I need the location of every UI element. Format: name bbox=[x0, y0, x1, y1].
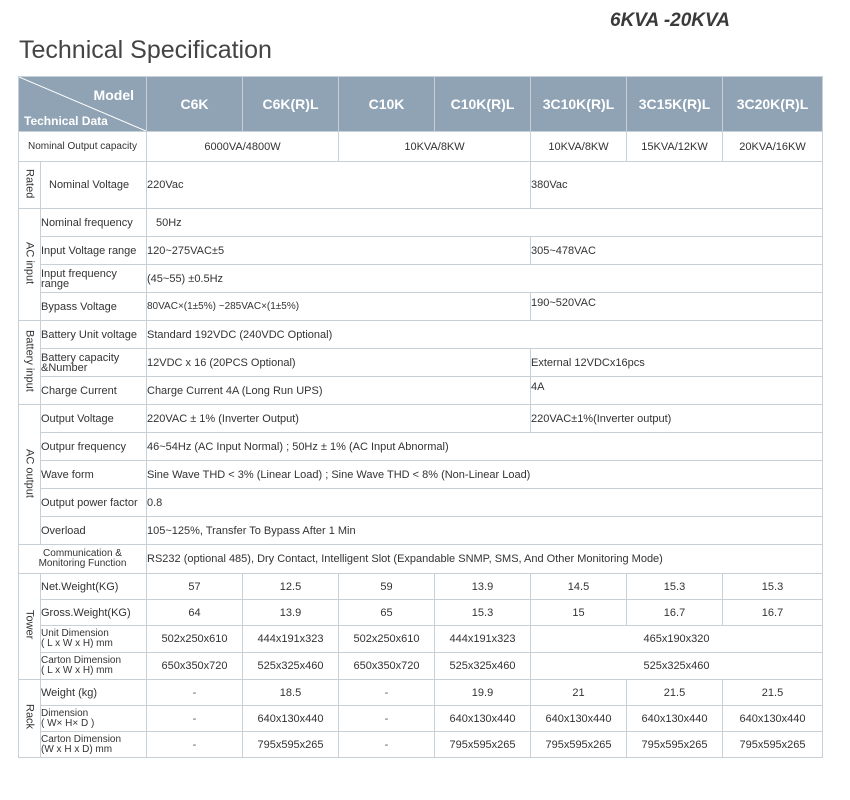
gross-weight-value: 16.7 bbox=[723, 600, 823, 626]
net-weight-value: 14.5 bbox=[531, 574, 627, 600]
table-row bbox=[19, 162, 823, 209]
net-weight-value: 12.5 bbox=[243, 574, 339, 600]
input-voltage-range-value: 120~275VAC±5 bbox=[147, 237, 531, 265]
model-3c15k-rl: 3C15K(R)L bbox=[627, 77, 723, 132]
output-power-factor-label: Output power factor bbox=[41, 489, 147, 517]
rack-dimension-value: - bbox=[147, 706, 243, 732]
gross-weight-value: 15.3 bbox=[435, 600, 531, 626]
rack-dimension-value: 640x130x440 bbox=[435, 706, 531, 732]
unit-dimension-label-line1: Unit Dimension bbox=[41, 628, 109, 639]
group-label-ac-input bbox=[19, 209, 41, 321]
rack-dimension-value: 640x130x440 bbox=[723, 706, 823, 732]
rack-carton-value: - bbox=[147, 732, 243, 758]
nominal-frequency-value: 50Hz bbox=[147, 209, 823, 237]
nominal-voltage-label: Nominal Voltage bbox=[41, 162, 147, 209]
model-c10k-rl: C10K(R)L bbox=[435, 77, 531, 132]
header-row bbox=[19, 77, 823, 132]
battery-unit-voltage-label: Battery Unit voltage bbox=[41, 321, 147, 349]
rack-weight-label: Weight (kg) bbox=[41, 680, 147, 706]
group-label-rack bbox=[19, 680, 41, 758]
net-weight-value: 59 bbox=[339, 574, 435, 600]
gross-weight-value: 65 bbox=[339, 600, 435, 626]
rack-dimension-value: - bbox=[339, 706, 435, 732]
group-label-text: Rack bbox=[23, 704, 36, 730]
rack-weight-value: 19.9 bbox=[435, 680, 531, 706]
rack-carton-label-line2: (W x H x D) mm bbox=[41, 743, 113, 755]
carton-dimension-value: 525x325x460 bbox=[243, 653, 339, 680]
table-row bbox=[19, 680, 823, 706]
bypass-voltage-value: 80VAC×(1±5%) ~285VAC×(1±5%) bbox=[147, 293, 531, 321]
rack-weight-value: - bbox=[339, 680, 435, 706]
model-c6k-rl: C6K(R)L bbox=[243, 77, 339, 132]
wave-form-label: Wave form bbox=[41, 461, 147, 489]
output-frequency-value: 46~54Hz (AC Input Normal) ; 50Hz ± 1% (AC Input Abnormal) bbox=[147, 433, 823, 461]
nominal-voltage-value: 220Vac bbox=[147, 162, 531, 209]
rack-carton-value: 795x595x265 bbox=[243, 732, 339, 758]
communication-value: RS232 (optional 485), Dry Contact, Intelligent Slot (Expandable SNMP, SMS, And Other Monitoring Mode) bbox=[147, 545, 823, 574]
group-label-tower bbox=[19, 574, 41, 680]
rack-carton-dimension-label bbox=[41, 732, 147, 758]
net-weight-value: 13.9 bbox=[435, 574, 531, 600]
page-title: Technical Specification bbox=[19, 36, 272, 64]
table-row bbox=[19, 265, 823, 293]
charge-current-value: Charge Current 4A (Long Run UPS) bbox=[147, 377, 531, 405]
net-weight-value: 15.3 bbox=[627, 574, 723, 600]
rack-dimension-value: 640x130x440 bbox=[243, 706, 339, 732]
rack-carton-value: 795x595x265 bbox=[723, 732, 823, 758]
model-header-label: Model bbox=[93, 87, 134, 103]
table-row bbox=[19, 237, 823, 265]
table-row bbox=[19, 600, 823, 626]
communication-label: Communication & Monitoring Function bbox=[19, 545, 147, 574]
nominal-output-value: 15KVA/12KW bbox=[627, 132, 723, 162]
table-row bbox=[19, 209, 823, 237]
unit-dimension-value: 465x190x320 bbox=[531, 626, 823, 653]
rack-carton-value: - bbox=[339, 732, 435, 758]
table-row bbox=[19, 489, 823, 517]
rack-weight-value: 21.5 bbox=[627, 680, 723, 706]
overload-label: Overload bbox=[41, 517, 147, 545]
unit-dimension-label-line2: ( L x W x H) mm bbox=[41, 638, 113, 649]
table-row bbox=[19, 349, 823, 377]
carton-dimension-label-line1: Carton Dimension bbox=[41, 655, 122, 666]
nominal-output-value: 10KVA/8KW bbox=[531, 132, 627, 162]
group-label-battery-input bbox=[19, 321, 41, 405]
carton-dimension-label-line2: ( L x W x H) mm bbox=[41, 665, 113, 676]
carton-dimension-value: 650x350x720 bbox=[339, 653, 435, 680]
table-row bbox=[19, 653, 823, 680]
table-row bbox=[19, 574, 823, 600]
table-row bbox=[19, 433, 823, 461]
input-voltage-range-value: 305~478VAC bbox=[531, 237, 823, 265]
overload-value: 105~125%, Transfer To Bypass After 1 Min bbox=[147, 517, 823, 545]
table-row bbox=[19, 706, 823, 732]
rack-dimension-value: 640x130x440 bbox=[531, 706, 627, 732]
input-frequency-range-value: (45~55) ±0.5Hz bbox=[147, 265, 823, 293]
table-row bbox=[19, 732, 823, 758]
wave-form-value: Sine Wave THD < 3% (Linear Load) ; Sine Wave THD < 8% (Non-Linear Load) bbox=[147, 461, 823, 489]
battery-capacity-value: 12VDC x 16 (20PCS Optional) bbox=[147, 349, 531, 377]
table-row bbox=[19, 293, 823, 321]
rack-weight-value: - bbox=[147, 680, 243, 706]
rack-weight-value: 21 bbox=[531, 680, 627, 706]
table-row bbox=[19, 626, 823, 653]
rack-dimension-label bbox=[41, 706, 147, 732]
bypass-voltage-label: Bypass Voltage bbox=[41, 293, 147, 321]
nominal-output-value: 6000VA/4800W bbox=[147, 132, 339, 162]
nominal-voltage-value: 380Vac bbox=[531, 162, 823, 209]
group-label-text: Rated bbox=[23, 168, 36, 199]
carton-dimension-value: 525x325x460 bbox=[531, 653, 823, 680]
table-row bbox=[19, 377, 823, 405]
charge-current-value: 4A bbox=[531, 377, 823, 405]
net-weight-value: 15.3 bbox=[723, 574, 823, 600]
rack-carton-label-line1: Carton Dimension bbox=[41, 733, 122, 745]
output-voltage-value: 220VAC±1%(Inverter output) bbox=[531, 405, 823, 433]
rack-dimension-value: 640x130x440 bbox=[627, 706, 723, 732]
power-range-title: 6KVA -20KVA bbox=[610, 10, 731, 31]
table-row bbox=[19, 545, 823, 574]
input-frequency-range-label: Input frequency range bbox=[41, 265, 147, 293]
header-corner-cell bbox=[19, 77, 147, 132]
rack-weight-value: 21.5 bbox=[723, 680, 823, 706]
carton-dimension-label bbox=[41, 653, 147, 680]
output-voltage-label: Output Voltage bbox=[41, 405, 147, 433]
net-weight-label: Net.Weight(KG) bbox=[41, 574, 147, 600]
unit-dimension-value: 444x191x323 bbox=[243, 626, 339, 653]
net-weight-value: 57 bbox=[147, 574, 243, 600]
battery-capacity-value: External 12VDCx16pcs bbox=[531, 349, 823, 377]
technical-data-header-label: Technical Data bbox=[24, 114, 108, 128]
rack-dimension-label-line2: ( W× H× D ) bbox=[41, 717, 95, 729]
output-voltage-value: 220VAC ± 1% (Inverter Output) bbox=[147, 405, 531, 433]
unit-dimension-label bbox=[41, 626, 147, 653]
carton-dimension-value: 525x325x460 bbox=[435, 653, 531, 680]
table-row bbox=[19, 321, 823, 349]
rack-carton-value: 795x595x265 bbox=[531, 732, 627, 758]
model-3c10k-rl: 3C10K(R)L bbox=[531, 77, 627, 132]
table-row bbox=[19, 132, 823, 162]
gross-weight-value: 16.7 bbox=[627, 600, 723, 626]
gross-weight-value: 64 bbox=[147, 600, 243, 626]
nominal-output-label: Nominal Output capacity bbox=[19, 132, 147, 162]
output-frequency-label: Outpur frequency bbox=[41, 433, 147, 461]
model-3c20k-rl: 3C20K(R)L bbox=[723, 77, 823, 132]
input-voltage-range-label: Input Voltage range bbox=[41, 237, 147, 265]
nominal-output-value: 10KVA/8KW bbox=[339, 132, 531, 162]
group-label-text: Tower bbox=[23, 610, 36, 640]
table-row bbox=[19, 405, 823, 433]
output-power-factor-value: 0.8 bbox=[147, 489, 823, 517]
rack-carton-value: 795x595x265 bbox=[435, 732, 531, 758]
model-c6k: C6K bbox=[147, 77, 243, 132]
battery-capacity-label: Battery capacity &Number bbox=[41, 349, 147, 377]
nominal-frequency-label: Nominal frequency bbox=[41, 209, 147, 237]
group-label-ac-output bbox=[19, 405, 41, 545]
group-label-text: AC output bbox=[23, 448, 36, 498]
unit-dimension-value: 502x250x610 bbox=[147, 626, 243, 653]
nominal-output-value: 20KVA/16KW bbox=[723, 132, 823, 162]
table-row bbox=[19, 517, 823, 545]
unit-dimension-value: 502x250x610 bbox=[339, 626, 435, 653]
gross-weight-label: Gross.Weight(KG) bbox=[41, 600, 147, 626]
group-label-text: AC input bbox=[23, 241, 36, 285]
group-label-text: Battery input bbox=[23, 330, 36, 392]
carton-dimension-value: 650x350x720 bbox=[147, 653, 243, 680]
spec-table bbox=[18, 76, 823, 758]
rack-carton-value: 795x595x265 bbox=[627, 732, 723, 758]
unit-dimension-value: 444x191x323 bbox=[435, 626, 531, 653]
charge-current-label: Charge Current bbox=[41, 377, 147, 405]
battery-unit-voltage-value: Standard 192VDC (240VDC Optional) bbox=[147, 321, 823, 349]
gross-weight-value: 13.9 bbox=[243, 600, 339, 626]
group-label-rated bbox=[19, 162, 41, 209]
model-c10k: C10K bbox=[339, 77, 435, 132]
table-row bbox=[19, 461, 823, 489]
rack-dimension-label-line1: Dimension bbox=[41, 707, 89, 719]
rack-weight-value: 18.5 bbox=[243, 680, 339, 706]
bypass-voltage-value: 190~520VAC bbox=[531, 293, 823, 321]
gross-weight-value: 15 bbox=[531, 600, 627, 626]
